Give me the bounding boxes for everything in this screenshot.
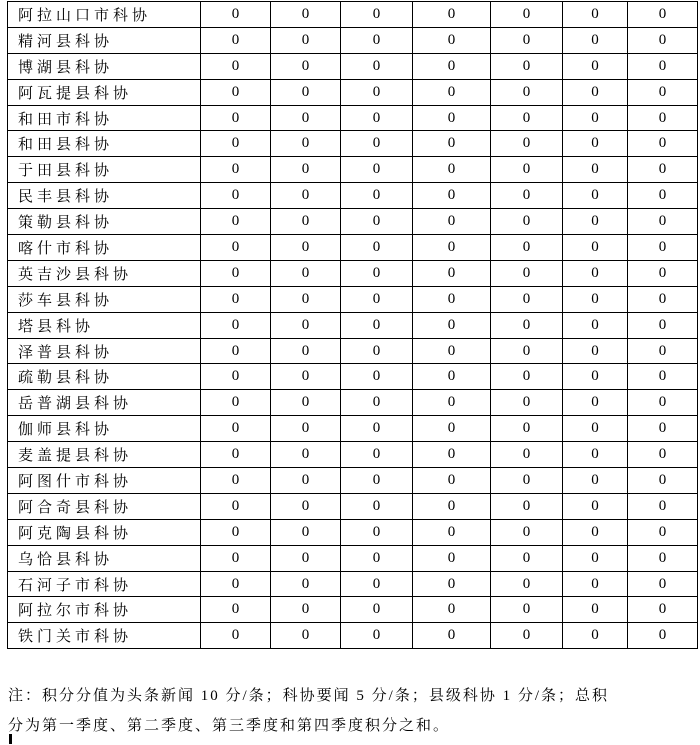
score-cell: 0: [201, 493, 271, 519]
unit-name-cell: 岳普湖县科协: [8, 390, 201, 416]
score-cell: 0: [341, 416, 413, 442]
score-cell: 0: [271, 53, 341, 79]
footnote: [8, 681, 698, 741]
score-cell: 0: [491, 2, 563, 28]
unit-name-cell: 乌恰县科协: [8, 545, 201, 571]
score-cell: 0: [341, 519, 413, 545]
unit-name-cell: 博湖县科协: [8, 53, 201, 79]
score-cell: 0: [491, 27, 563, 53]
score-cell: 0: [271, 131, 341, 157]
score-cell: 0: [628, 442, 698, 468]
unit-name-cell: 和田市科协: [8, 105, 201, 131]
score-cell: 0: [271, 597, 341, 623]
score-cell: 0: [491, 183, 563, 209]
score-cell: 0: [341, 260, 413, 286]
score-cell: 0: [201, 364, 271, 390]
score-cell: 0: [563, 260, 628, 286]
table-row: [8, 416, 698, 442]
score-cell: 0: [201, 183, 271, 209]
score-cell: 0: [271, 468, 341, 494]
score-cell: 0: [491, 364, 563, 390]
score-cell: 0: [341, 390, 413, 416]
unit-name-cell: 伽师县科协: [8, 416, 201, 442]
score-cell: 0: [491, 338, 563, 364]
score-cell: 0: [413, 519, 491, 545]
score-cell: 0: [628, 390, 698, 416]
score-cell: 0: [413, 338, 491, 364]
score-cell: 0: [563, 79, 628, 105]
score-cell: 0: [563, 286, 628, 312]
score-cell: 0: [491, 623, 563, 649]
score-cell: 0: [201, 416, 271, 442]
unit-name-cell: 莎车县科协: [8, 286, 201, 312]
unit-name-cell: 喀什市科协: [8, 235, 201, 261]
score-cell: 0: [201, 623, 271, 649]
score-cell: 0: [563, 571, 628, 597]
score-cell: 0: [491, 235, 563, 261]
table-row: [8, 157, 698, 183]
score-cell: 0: [628, 235, 698, 261]
score-cell: 0: [201, 2, 271, 28]
unit-name-cell: 于田县科协: [8, 157, 201, 183]
score-cell: 0: [341, 493, 413, 519]
score-cell: 0: [413, 27, 491, 53]
score-cell: 0: [341, 235, 413, 261]
score-cell: 0: [628, 545, 698, 571]
score-cell: 0: [491, 312, 563, 338]
score-cell: 0: [413, 468, 491, 494]
score-cell: 0: [563, 390, 628, 416]
table-row: [8, 545, 698, 571]
score-cell: 0: [271, 286, 341, 312]
score-cell: 0: [271, 442, 341, 468]
unit-name-cell: 英吉沙县科协: [8, 260, 201, 286]
score-cell: 0: [413, 623, 491, 649]
score-cell: 0: [341, 597, 413, 623]
score-cell: 0: [491, 157, 563, 183]
score-cell: 0: [271, 105, 341, 131]
table-row: [8, 2, 698, 28]
score-cell: 0: [628, 131, 698, 157]
score-cell: 0: [413, 131, 491, 157]
score-cell: 0: [628, 312, 698, 338]
score-cell: 0: [341, 157, 413, 183]
score-cell: 0: [563, 545, 628, 571]
score-cell: 0: [628, 416, 698, 442]
table-row: [8, 209, 698, 235]
score-cell: 0: [271, 209, 341, 235]
score-cell: 0: [563, 27, 628, 53]
score-table: [7, 1, 698, 649]
table-row: [8, 338, 698, 364]
score-cell: 0: [413, 79, 491, 105]
unit-name-cell: 阿克陶县科协: [8, 519, 201, 545]
score-cell: 0: [201, 286, 271, 312]
unit-name-cell: 麦盖提县科协: [8, 442, 201, 468]
table-row: [8, 235, 698, 261]
score-cell: 0: [413, 286, 491, 312]
score-cell: 0: [563, 519, 628, 545]
score-cell: 0: [201, 519, 271, 545]
score-cell: 0: [491, 209, 563, 235]
score-cell: 0: [628, 519, 698, 545]
score-cell: 0: [563, 53, 628, 79]
table-row: [8, 519, 698, 545]
table-row: [8, 623, 698, 649]
score-cell: 0: [341, 27, 413, 53]
unit-name-cell: 阿拉尔市科协: [8, 597, 201, 623]
unit-name-cell: 策勒县科协: [8, 209, 201, 235]
score-cell: 0: [201, 468, 271, 494]
score-cell: 0: [563, 183, 628, 209]
table-row: [8, 597, 698, 623]
score-cell: 0: [413, 2, 491, 28]
table-row: [8, 312, 698, 338]
score-cell: 0: [201, 157, 271, 183]
score-cell: 0: [413, 545, 491, 571]
unit-name-cell: 塔县科协: [8, 312, 201, 338]
score-cell: 0: [491, 519, 563, 545]
score-cell: 0: [413, 597, 491, 623]
unit-name-cell: 阿图什市科协: [8, 468, 201, 494]
score-cell: 0: [271, 623, 341, 649]
text-cursor: [9, 734, 12, 744]
score-cell: 0: [628, 2, 698, 28]
score-cell: 0: [413, 183, 491, 209]
score-cell: 0: [271, 390, 341, 416]
table-row: [8, 183, 698, 209]
score-cell: 0: [413, 571, 491, 597]
score-cell: 0: [413, 209, 491, 235]
score-cell: 0: [491, 131, 563, 157]
score-cell: 0: [563, 312, 628, 338]
score-cell: 0: [341, 79, 413, 105]
score-cell: 0: [491, 416, 563, 442]
table-row: [8, 79, 698, 105]
score-cell: 0: [201, 105, 271, 131]
score-cell: 0: [341, 131, 413, 157]
score-cell: 0: [628, 79, 698, 105]
score-cell: 0: [563, 157, 628, 183]
score-cell: 0: [628, 286, 698, 312]
table-row: [8, 571, 698, 597]
score-cell: 0: [341, 209, 413, 235]
score-cell: 0: [271, 2, 341, 28]
table-row: [8, 105, 698, 131]
score-cell: 0: [628, 183, 698, 209]
score-cell: 0: [491, 597, 563, 623]
score-cell: 0: [201, 235, 271, 261]
unit-name-cell: 泽普县科协: [8, 338, 201, 364]
table-row: [8, 260, 698, 286]
score-cell: 0: [413, 53, 491, 79]
score-cell: 0: [413, 442, 491, 468]
table-row: [8, 27, 698, 53]
score-cell: 0: [491, 545, 563, 571]
score-cell: 0: [563, 235, 628, 261]
score-cell: 0: [563, 105, 628, 131]
score-cell: 0: [341, 545, 413, 571]
score-cell: 0: [341, 312, 413, 338]
score-cell: 0: [341, 468, 413, 494]
score-cell: 0: [413, 390, 491, 416]
score-cell: 0: [271, 571, 341, 597]
score-cell: 0: [628, 27, 698, 53]
score-cell: 0: [563, 493, 628, 519]
score-cell: 0: [341, 442, 413, 468]
score-cell: 0: [491, 105, 563, 131]
score-cell: 0: [201, 209, 271, 235]
table-row: [8, 442, 698, 468]
score-cell: 0: [271, 493, 341, 519]
score-cell: 0: [341, 286, 413, 312]
score-cell: 0: [628, 105, 698, 131]
score-cell: 0: [271, 27, 341, 53]
score-cell: 0: [271, 260, 341, 286]
score-cell: 0: [341, 105, 413, 131]
score-cell: 0: [563, 209, 628, 235]
score-cell: 0: [491, 571, 563, 597]
score-cell: 0: [491, 286, 563, 312]
score-cell: 0: [201, 79, 271, 105]
score-cell: 0: [563, 416, 628, 442]
score-cell: 0: [201, 545, 271, 571]
score-cell: 0: [563, 131, 628, 157]
score-cell: 0: [201, 442, 271, 468]
unit-name-cell: 阿瓦提县科协: [8, 79, 201, 105]
score-cell: 0: [201, 131, 271, 157]
score-cell: 0: [413, 364, 491, 390]
score-cell: 0: [271, 79, 341, 105]
unit-name-cell: 铁门关市科协: [8, 623, 201, 649]
score-cell: 0: [628, 597, 698, 623]
score-cell: 0: [271, 364, 341, 390]
score-cell: 0: [628, 260, 698, 286]
score-cell: 0: [201, 390, 271, 416]
table-row: [8, 493, 698, 519]
table-row: [8, 286, 698, 312]
unit-name-cell: 精河县科协: [8, 27, 201, 53]
score-cell: 0: [628, 493, 698, 519]
table-row: [8, 468, 698, 494]
score-cell: 0: [413, 493, 491, 519]
score-cell: 0: [201, 53, 271, 79]
score-cell: 0: [491, 390, 563, 416]
score-cell: 0: [271, 157, 341, 183]
score-cell: 0: [628, 209, 698, 235]
score-cell: 0: [628, 53, 698, 79]
score-cell: 0: [563, 2, 628, 28]
score-cell: 0: [628, 338, 698, 364]
score-cell: 0: [341, 53, 413, 79]
score-cell: 0: [341, 338, 413, 364]
score-cell: 0: [491, 468, 563, 494]
score-cell: 0: [341, 364, 413, 390]
unit-name-cell: 阿拉山口市科协: [8, 2, 201, 28]
score-cell: 0: [628, 571, 698, 597]
score-cell: 0: [341, 183, 413, 209]
score-cell: 0: [563, 364, 628, 390]
score-cell: 0: [341, 623, 413, 649]
score-cell: 0: [628, 364, 698, 390]
unit-name-cell: 和田县科协: [8, 131, 201, 157]
table-row: [8, 364, 698, 390]
score-cell: 0: [491, 442, 563, 468]
score-cell: 0: [201, 597, 271, 623]
score-cell: 0: [491, 493, 563, 519]
score-cell: 0: [413, 416, 491, 442]
score-cell: 0: [201, 260, 271, 286]
score-cell: 0: [201, 312, 271, 338]
score-cell: 0: [201, 571, 271, 597]
score-cell: 0: [271, 183, 341, 209]
score-cell: 0: [563, 468, 628, 494]
score-cell: 0: [413, 157, 491, 183]
score-cell: 0: [341, 2, 413, 28]
score-cell: 0: [413, 312, 491, 338]
footnote-line-2: 分为第一季度、第二季度、第三季度和第四季度积分之和。: [8, 718, 451, 734]
score-cell: 0: [271, 235, 341, 261]
score-cell: 0: [628, 468, 698, 494]
score-cell: 0: [563, 597, 628, 623]
score-table-body: [8, 2, 698, 649]
score-cell: 0: [201, 27, 271, 53]
table-row: [8, 53, 698, 79]
score-cell: 0: [271, 312, 341, 338]
score-cell: 0: [491, 260, 563, 286]
score-cell: 0: [271, 416, 341, 442]
score-cell: 0: [413, 235, 491, 261]
score-cell: 0: [628, 623, 698, 649]
score-cell: 0: [563, 623, 628, 649]
unit-name-cell: 阿合奇县科协: [8, 493, 201, 519]
score-cell: 0: [563, 442, 628, 468]
unit-name-cell: 疏勒县科协: [8, 364, 201, 390]
score-cell: 0: [271, 338, 341, 364]
table-row: [8, 131, 698, 157]
score-cell: 0: [271, 519, 341, 545]
footnote-line-1: 注：积分分值为头条新闻 10 分/条；科协要闻 5 分/条；县级科协 1 分/条；总积: [8, 688, 610, 704]
score-cell: 0: [201, 338, 271, 364]
score-cell: 0: [271, 545, 341, 571]
score-cell: 0: [491, 79, 563, 105]
unit-name-cell: 民丰县科协: [8, 183, 201, 209]
score-cell: 0: [491, 53, 563, 79]
score-cell: 0: [563, 338, 628, 364]
score-cell: 0: [413, 105, 491, 131]
score-cell: 0: [413, 260, 491, 286]
table-row: [8, 390, 698, 416]
score-cell: 0: [628, 157, 698, 183]
score-cell: 0: [341, 571, 413, 597]
unit-name-cell: 石河子市科协: [8, 571, 201, 597]
